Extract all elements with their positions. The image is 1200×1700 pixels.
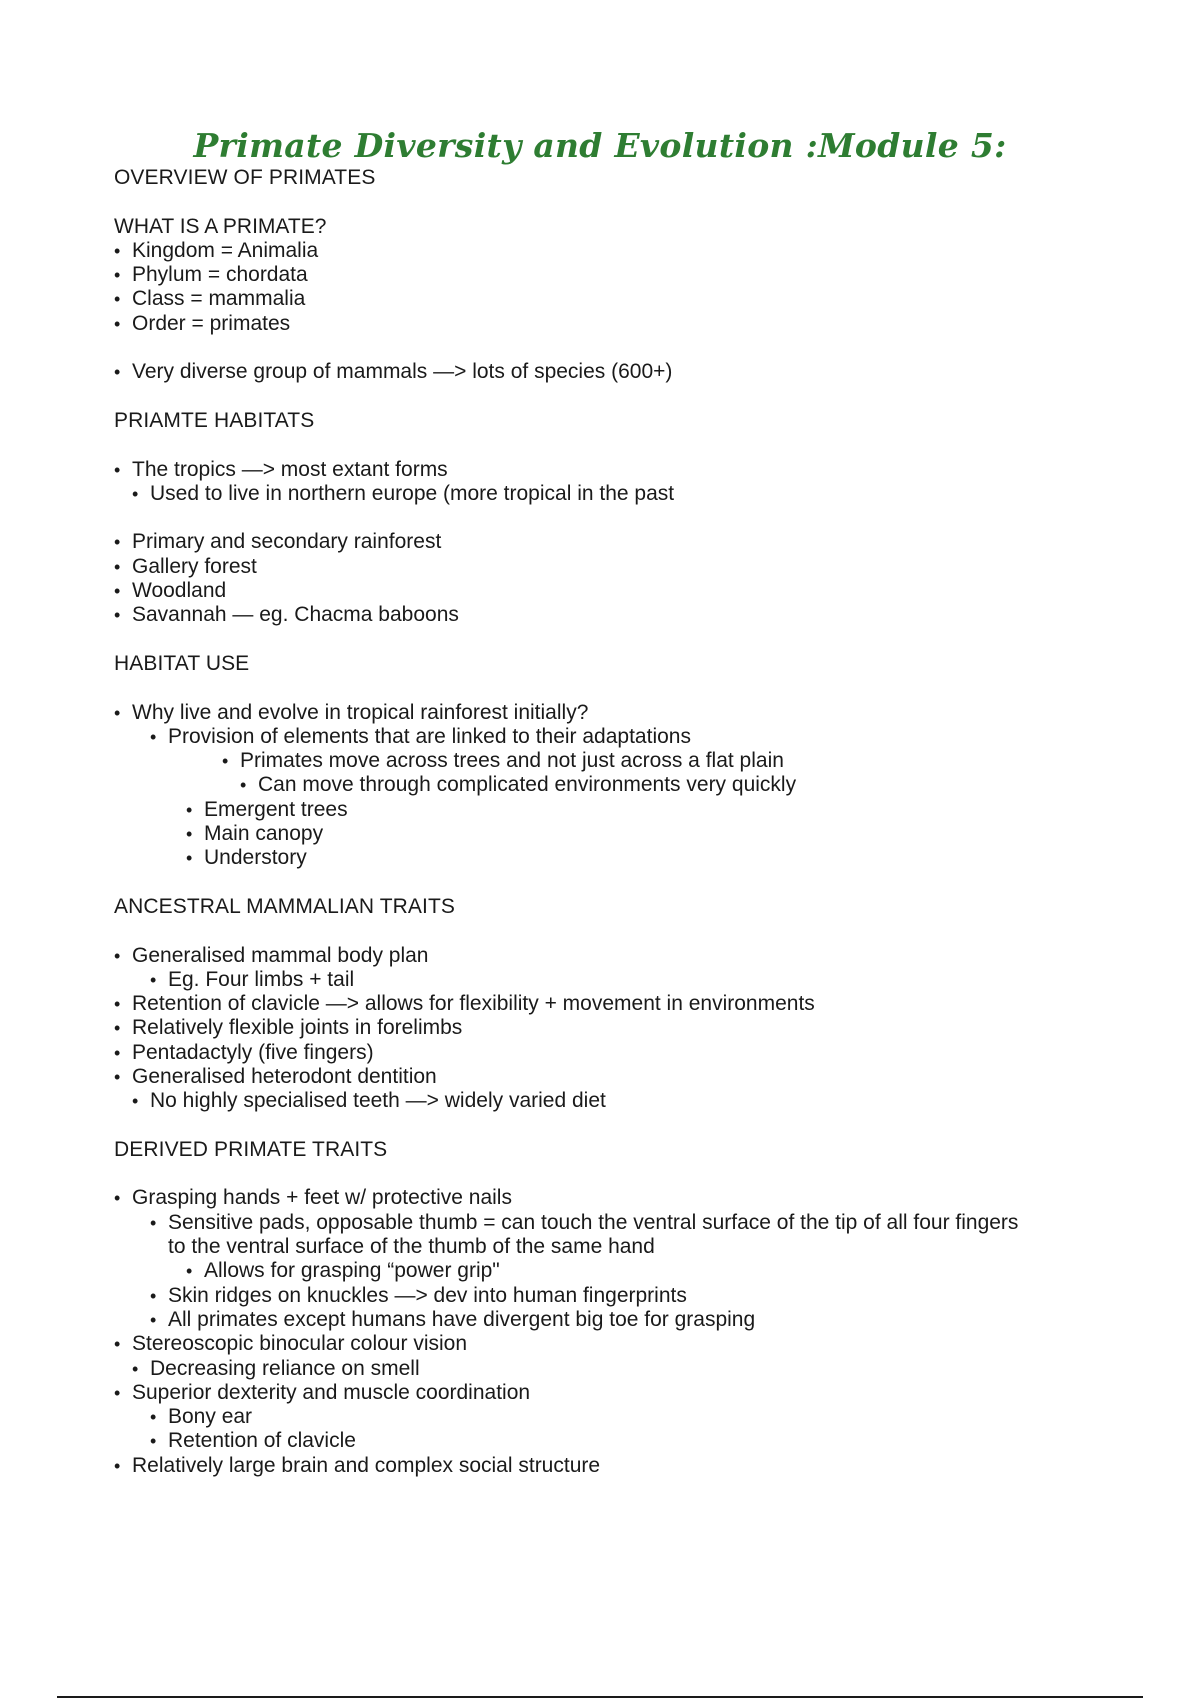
ancestral-traits-list — [114, 944, 1114, 1114]
list-item: • Grasping hands + feet w/ protective nails — [114, 1186, 1114, 1210]
list-item: • Primates move across trees and not just across a flat plain — [114, 749, 1114, 773]
question-heading: WHAT IS A PRIMATE? — [114, 214, 327, 238]
list-item: • Relatively large brain and complex social structure — [114, 1454, 1114, 1478]
tropics-list — [114, 458, 1114, 507]
section-heading-habitats: PRIAMTE HABITATS — [114, 408, 315, 432]
section-heading-overview: OVERVIEW OF PRIMATES — [114, 166, 376, 189]
list-item: • Class = mammalia — [114, 287, 1114, 311]
list-item: • The tropics —> most extant forms — [114, 458, 1114, 482]
list-item: • Pentadactyly (five fingers) — [114, 1041, 1114, 1065]
list-item: • Stereoscopic binocular colour vision — [114, 1332, 1114, 1356]
list-item: • Savannah — eg. Chacma baboons — [114, 603, 1114, 627]
list-item: • Used to live in northern europe (more tropical in the past — [114, 482, 1114, 506]
list-item: • Provision of elements that are linked to their adaptations — [114, 725, 1114, 749]
list-item: • Very diverse group of mammals —> lots of species (600+) — [114, 360, 1114, 384]
list-item: • Generalised mammal body plan — [114, 944, 1114, 968]
list-item: • Generalised heterodont dentition — [114, 1065, 1114, 1089]
list-item — [114, 1211, 1114, 1235]
pads-line-2: to the ventral surface of the thumb of the same hand — [168, 1235, 655, 1259]
list-item: • Kingdom = Animalia — [114, 239, 1114, 263]
list-item: • Main canopy — [114, 822, 1114, 846]
section-heading-habitat-use: HABITAT USE — [114, 651, 250, 675]
list-item: • No highly specialised teeth —> widely varied diet — [114, 1089, 1114, 1113]
notes-body — [114, 166, 1114, 1502]
pads-line-1: Sensitive pads, opposable thumb = can touch the ventral surface of the tip of all four fingers — [168, 1210, 1019, 1234]
section-heading-derived: DERIVED PRIMATE TRAITS — [114, 1137, 388, 1161]
list-item: • Woodland — [114, 579, 1114, 603]
list-item: • All primates except humans have divergent big toe for grasping — [114, 1308, 1114, 1332]
habitat-use-list — [114, 701, 1114, 871]
section-heading-ancestral: ANCESTRAL MAMMALIAN TRAITS — [114, 894, 455, 918]
list-item: • Understory — [114, 846, 1114, 870]
list-item: • Why live and evolve in tropical rainforest initially? — [114, 701, 1114, 725]
list-item: • Retention of clavicle —> allows for flexibility + movement in environments — [114, 992, 1114, 1016]
list-item: • Superior dexterity and muscle coordination — [114, 1381, 1114, 1405]
list-item: • Emergent trees — [114, 798, 1114, 822]
list-item: • Eg. Four limbs + tail — [114, 968, 1114, 992]
derived-traits-list — [114, 1186, 1114, 1478]
list-item: • Phylum = chordata — [114, 263, 1114, 287]
page-title: Primate Diversity and Evolution :Module 5: — [193, 126, 1007, 166]
list-item: • Allows for grasping “power grip" — [114, 1259, 1114, 1283]
habitat-types-list — [114, 530, 1114, 627]
list-item: • Relatively flexible joints in forelimbs — [114, 1016, 1114, 1040]
diversity-list — [114, 360, 1114, 384]
list-item: • Order = primates — [114, 312, 1114, 336]
list-item: • Decreasing reliance on smell — [114, 1357, 1114, 1381]
list-item: • Gallery forest — [114, 555, 1114, 579]
list-item: • Retention of clavicle — [114, 1429, 1114, 1453]
list-item: • Can move through complicated environments very quickly — [114, 773, 1114, 797]
list-item: • Primary and secondary rainforest — [114, 530, 1114, 554]
list-item: • Bony ear — [114, 1405, 1114, 1429]
list-item: • Skin ridges on knuckles —> dev into human fingerprints — [114, 1284, 1114, 1308]
taxonomy-list — [114, 239, 1114, 336]
footer-divider — [57, 1696, 1143, 1698]
